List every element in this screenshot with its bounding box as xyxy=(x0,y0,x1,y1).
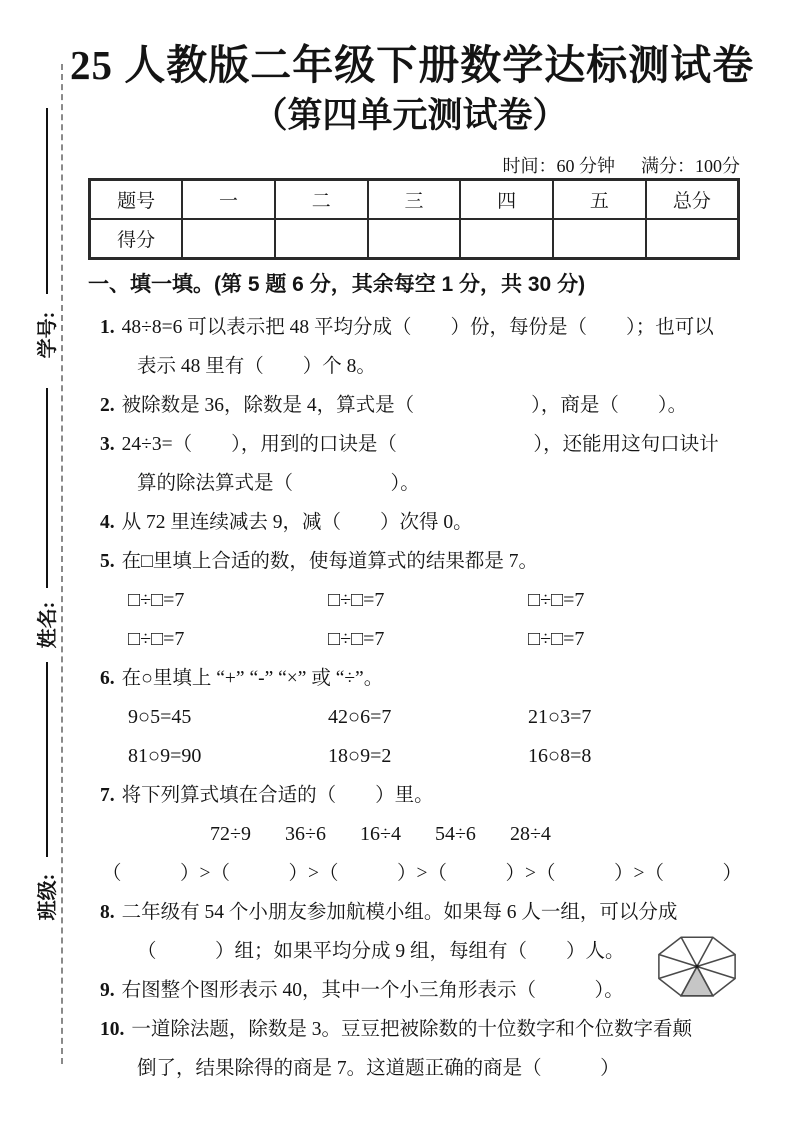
section-3-header: 三 xyxy=(368,180,461,220)
fill-box-equation: □÷□=7 xyxy=(528,589,585,611)
section-2-header: 二 xyxy=(275,180,368,220)
full-score: 满分：100分 xyxy=(641,156,740,176)
question-7-number: 7. xyxy=(100,785,115,806)
class-label: 班级: xyxy=(37,873,59,921)
question-4 xyxy=(100,503,770,542)
question-7-text: 将下列算式填在合适的（ ）里。 xyxy=(121,785,434,806)
question-5 xyxy=(100,542,770,581)
question-3-text-line2: 算的除法算式是（ ）。 xyxy=(137,473,420,494)
question-2 xyxy=(100,386,770,425)
question-8-text-line1: 二年级有 54 个小朋友参加航模小组。如果每 6 人一组，可以分成 xyxy=(121,902,678,923)
score-label-cell: 得分 xyxy=(90,219,183,259)
question-8-number: 8. xyxy=(100,902,115,923)
fill-box-equation: □÷□=7 xyxy=(128,628,185,650)
question-6-equation-row-2 xyxy=(100,737,770,776)
fill-operator-equation: 81○9=90 xyxy=(128,745,202,767)
score-table xyxy=(88,178,740,260)
score-table-header-row xyxy=(90,180,739,220)
section-1-header: 一 xyxy=(182,180,275,220)
question-1 xyxy=(100,308,770,386)
question-6 xyxy=(100,659,770,698)
section-4-header: 四 xyxy=(460,180,553,220)
question-1-text-line2: 表示 48 里有（ ）个 8。 xyxy=(137,356,376,377)
fill-box-equation: □÷□=7 xyxy=(128,589,185,611)
name-write-line xyxy=(46,388,48,588)
question-7-expression-row xyxy=(100,815,770,854)
question-5-equation-row-2 xyxy=(100,620,770,659)
question-3 xyxy=(100,425,770,503)
section-1-heading: 一、填一填。(第 5 题 6 分，其余每空 1 分，共 30 分) xyxy=(88,273,586,296)
fold-dashed-line xyxy=(61,64,63,1064)
question-4-number: 4. xyxy=(100,512,115,533)
score-table-score-row xyxy=(90,219,739,259)
fill-operator-equation: 42○6=7 xyxy=(328,706,392,728)
question-3-text-line1: 24÷3=（ ），用到的口诀是（ ），还能用这句口诀计 xyxy=(121,434,719,455)
student-name-label: 姓名: xyxy=(37,601,59,649)
section-5-header: 五 xyxy=(553,180,646,220)
division-expression: 72÷9 xyxy=(210,823,251,845)
fill-box-equation: □÷□=7 xyxy=(528,628,585,650)
total-header: 总分 xyxy=(646,180,739,220)
question-6-number: 6. xyxy=(100,668,115,689)
octagon-eighths-svg xyxy=(649,927,745,1007)
fill-box-equation: □÷□=7 xyxy=(328,589,385,611)
question-8-text-line2: （ ）组；如果平均分成 9 组，每组有（ ）人。 xyxy=(137,941,625,962)
question-6-text: 在○里填上 “+” “-” “×” 或 “÷”。 xyxy=(121,668,384,689)
fill-operator-equation: 16○8=8 xyxy=(528,745,592,767)
meta-line xyxy=(88,152,740,178)
question-2-number: 2. xyxy=(100,395,115,416)
score-cell-total xyxy=(646,219,739,259)
score-cell-3 xyxy=(368,219,461,259)
class-write-line xyxy=(46,662,48,857)
question-10-number: 10. xyxy=(100,1019,125,1040)
score-cell-5 xyxy=(553,219,646,259)
question-4-text: 从 72 里连续减去 9，减（ ）次得 0。 xyxy=(121,512,473,533)
question-10-text-line1: 一道除法题，除数是 3。豆豆把被除数的十位数字和个位数字看颠 xyxy=(131,1019,693,1040)
question-7 xyxy=(100,776,770,815)
shaded-triangle xyxy=(681,967,713,996)
student-id-write-line xyxy=(46,108,48,294)
question-1-number: 1. xyxy=(100,317,115,338)
division-expression: 16÷4 xyxy=(359,823,401,845)
student-id-label: 学号: xyxy=(37,311,59,359)
time-limit: 时间：60 分钟 xyxy=(502,156,615,176)
division-expression: 28÷4 xyxy=(509,823,551,845)
question-9-number: 9. xyxy=(100,980,115,1001)
question-number-header: 题号 xyxy=(90,180,183,220)
score-cell-4 xyxy=(460,219,553,259)
paper-title: 25 人教版二年级下册数学达标测试卷 xyxy=(70,42,755,88)
fill-operator-equation: 9○5=45 xyxy=(128,706,192,728)
fill-operator-equation: 18○9=2 xyxy=(328,745,392,767)
fill-operator-equation: 21○3=7 xyxy=(528,706,592,728)
octagon-center-dot xyxy=(695,965,698,968)
score-cell-2 xyxy=(275,219,368,259)
question-10-text-line2: 倒了，结果除得的商是 7。这道题正确的商是（ ） xyxy=(137,1058,620,1079)
question-10 xyxy=(100,1010,770,1088)
fill-box-equation: □÷□=7 xyxy=(328,628,385,650)
paper-subtitle: （第四单元测试卷） xyxy=(252,96,568,135)
question-9-text: 右图整个图形表示 40，其中一个小三角形表示（ ）。 xyxy=(121,980,624,1001)
question-6-equation-row-1 xyxy=(100,698,770,737)
question-5-text: 在□里填上合适的数，使每道算式的结果都是 7。 xyxy=(121,551,539,572)
division-expression: 54÷6 xyxy=(434,823,476,845)
score-cell-1 xyxy=(182,219,275,259)
question-3-number: 3. xyxy=(100,434,115,455)
octagon-figure xyxy=(649,927,745,1007)
question-7-comparison-row: （ ）>（ ）>（ ）>（ ）>（ ）>（ ） xyxy=(102,863,742,884)
question-2-text: 被除数是 36，除数是 4，算式是（ ），商是（ ）。 xyxy=(121,395,688,416)
question-1-text-line1: 48÷8=6 可以表示把 48 平均分成（ ）份，每份是（ ）；也可以 xyxy=(121,317,714,338)
division-expression: 36÷6 xyxy=(284,823,326,845)
question-5-equation-row-1 xyxy=(100,581,770,620)
question-5-number: 5. xyxy=(100,551,115,572)
